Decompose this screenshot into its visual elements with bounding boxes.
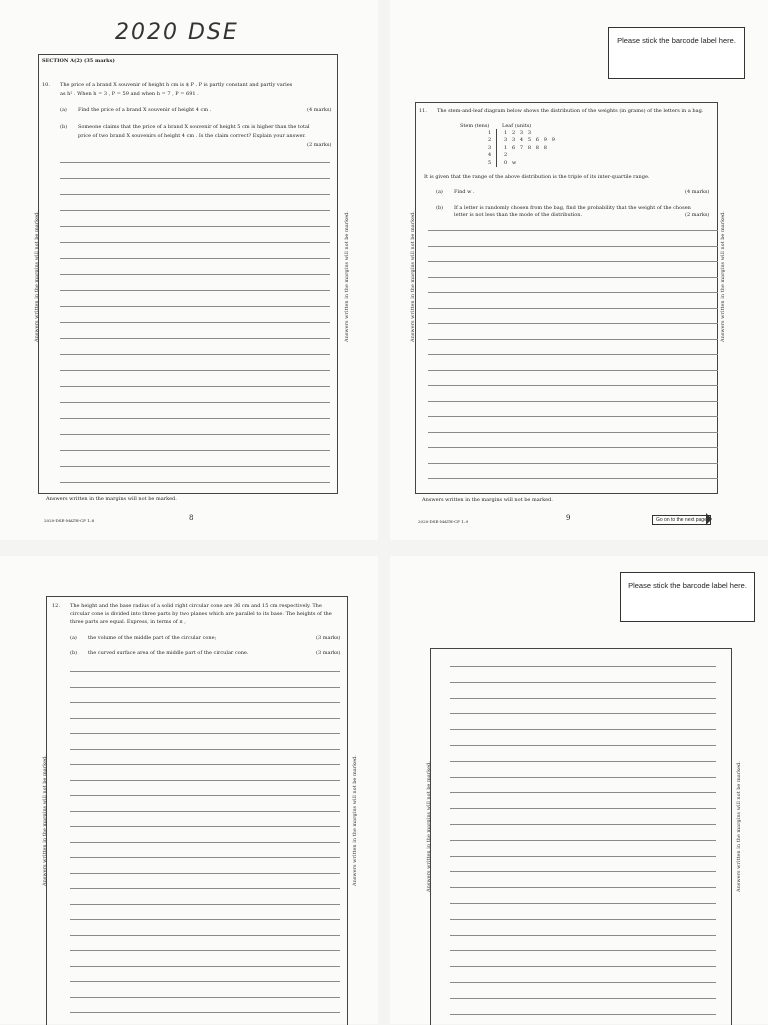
handwritten-title: 2020 DSE [115, 20, 239, 45]
answer-line[interactable] [70, 842, 340, 843]
answer-line[interactable] [60, 370, 330, 371]
answer-line[interactable] [70, 795, 340, 796]
question-text-line-1: The height and the base radius of a solid right circular cone are 36 cm and 15 cm respectively. The [70, 603, 322, 609]
part-b-marks: (2 marks) [307, 142, 332, 148]
leaf-values: 2 [504, 152, 508, 159]
answer-line[interactable] [70, 857, 340, 858]
answer-line[interactable] [70, 826, 340, 827]
barcode-label-box: Please stick the barcode label here. [608, 27, 745, 79]
part-a-marks: (3 marks) [316, 635, 341, 641]
footer-code: 2020-DSE-MATH-CP 1–9 [418, 519, 469, 524]
answer-line[interactable] [60, 242, 330, 243]
part-a-text: the volume of the middle part of the circular cone; [88, 635, 217, 641]
answer-line[interactable] [70, 718, 340, 719]
question-number: 12. [52, 603, 60, 609]
margin-note-bottom: Answers written in the margins will not be marked. [422, 497, 553, 503]
answer-line[interactable] [70, 671, 340, 672]
leaf-header: Leaf (units) [502, 123, 532, 129]
answer-line[interactable] [70, 780, 340, 781]
stem-value: 1 [488, 130, 492, 136]
margin-note-left: Answers written in the margins will not be marked. [42, 755, 48, 886]
page-number: 8 [189, 514, 194, 522]
part-b-label: (b) [436, 205, 444, 211]
leaf-values: 3 3 4 5 6 9 9 [504, 137, 555, 144]
stem-value: 2 [488, 137, 492, 144]
answer-line[interactable] [60, 226, 330, 227]
question-number: 10. [42, 82, 50, 88]
answer-line[interactable] [450, 777, 716, 778]
answer-line[interactable] [450, 887, 716, 888]
margin-note-right: Answers written in the margins will not be marked. [352, 755, 358, 886]
answer-line[interactable] [450, 982, 716, 983]
page-11 [390, 556, 768, 1024]
leaf-values: 1 2 3 3 [504, 130, 532, 136]
answer-line[interactable] [70, 981, 340, 982]
answer-line[interactable] [428, 246, 718, 247]
answer-frame [415, 102, 718, 494]
part-a-label: (a) [436, 189, 443, 195]
section-heading: SECTION A(2) (35 marks) [42, 58, 115, 64]
footer-code: 2020-DSE-MATH-CP 1–8 [44, 518, 95, 523]
part-b-marks: (2 marks) [685, 212, 710, 218]
page-8 [0, 0, 378, 540]
answer-line[interactable] [450, 871, 716, 872]
question-text-line-1: The price of a brand X souvenir of height h cm is $ P . P is partly constant and partly varies [60, 82, 293, 88]
answer-line[interactable] [60, 386, 330, 387]
margin-note-left: Answers written in the margins will not be marked. [34, 211, 40, 342]
question-number: 11. [419, 108, 427, 114]
answer-line[interactable] [428, 463, 718, 464]
answer-line[interactable] [70, 764, 340, 765]
stem-value: 5 [488, 159, 492, 166]
answer-line[interactable] [70, 935, 340, 936]
answer-line[interactable] [428, 370, 718, 371]
part-b-text: the curved surface area of the middle part of the circular cone. [88, 650, 249, 656]
answer-line[interactable] [70, 873, 340, 874]
answer-line[interactable] [60, 274, 330, 275]
part-a-label: (a) [60, 107, 67, 113]
page-10 [0, 556, 378, 1024]
margin-note-bottom: Answers written in the margins will not be marked. [46, 496, 177, 502]
answer-line[interactable] [428, 261, 718, 262]
answer-line[interactable] [450, 713, 716, 714]
part-b-text-line-2: price of two brand X souvenirs of height 4 cm . Is the claim correct? Explain your answer. [78, 133, 306, 139]
part-a-marks: (4 marks) [685, 189, 710, 195]
answer-line[interactable] [60, 258, 330, 259]
answer-line[interactable] [428, 277, 718, 278]
question-text-line-2: as h² . When h = 3 , P = 59 and when h = 7 , P = 691 . [60, 91, 199, 97]
answer-line[interactable] [428, 478, 718, 479]
answer-line[interactable] [70, 966, 340, 967]
answer-line[interactable] [70, 950, 340, 951]
answer-line[interactable] [60, 162, 330, 163]
answer-line[interactable] [70, 919, 340, 920]
answer-line[interactable] [70, 749, 340, 750]
question-text-line-2: circular cone is divided into three parts by two planes which are parallel to its base. The heights of the [70, 611, 332, 617]
margin-note-left: Answers written in the margins will not be marked. [410, 211, 416, 342]
answer-line[interactable] [60, 306, 330, 307]
answer-line[interactable] [450, 761, 716, 762]
part-b-label: (b) [70, 650, 78, 656]
answer-line[interactable] [450, 682, 716, 683]
answer-line[interactable] [428, 354, 718, 355]
arrow-right-icon [706, 513, 712, 525]
answer-line[interactable] [70, 1012, 340, 1013]
answer-line[interactable] [450, 998, 716, 999]
answer-line[interactable] [428, 339, 718, 340]
answer-line[interactable] [450, 745, 716, 746]
barcode-label-box: Please stick the barcode label here. [620, 572, 755, 622]
question-text-line-3: three parts are equal. Express, in terms of π , [70, 619, 186, 625]
answer-line[interactable] [428, 447, 718, 448]
answer-line[interactable] [428, 292, 718, 293]
part-a-label: (a) [70, 635, 77, 641]
answer-line[interactable] [60, 210, 330, 211]
answer-line[interactable] [70, 811, 340, 812]
stem-header: Stem (tens) [460, 123, 490, 129]
answer-line[interactable] [450, 966, 716, 967]
answer-line[interactable] [60, 354, 330, 355]
answer-line[interactable] [60, 178, 330, 179]
answer-line[interactable] [428, 416, 718, 417]
answer-line[interactable] [450, 1014, 716, 1015]
answer-line[interactable] [428, 323, 718, 324]
part-b-text-line-2: letter is not less than the mode of the distribution. [454, 212, 583, 218]
question-text: The stem-and-leaf diagram below shows the distribution of the weights (in grams) of the letters in a bag. [437, 108, 704, 114]
answer-frame [430, 648, 732, 1025]
stem-value: 3 [488, 144, 492, 151]
answer-line[interactable] [70, 904, 340, 905]
answer-line[interactable] [450, 666, 716, 667]
answer-line[interactable] [450, 824, 716, 825]
leaf-values: 1 6 7 8 8 8 [504, 144, 547, 151]
answer-line[interactable] [60, 290, 330, 291]
answer-line[interactable] [70, 702, 340, 703]
margin-note-right: Answers written in the margins will not be marked. [720, 211, 726, 342]
part-a-text: Find w . [454, 189, 475, 195]
margin-note-right: Answers written in the margins will not be marked. [736, 761, 742, 892]
answer-line[interactable] [428, 401, 718, 402]
part-b-text-line-1: If a letter is randomly chosen from the bag, find the probability that the weight of the chosen [454, 205, 691, 211]
answer-line[interactable] [428, 308, 718, 309]
answer-line[interactable] [60, 322, 330, 323]
answer-line[interactable] [450, 792, 716, 793]
margin-note-right: Answers written in the margins will not be marked. [344, 211, 350, 342]
given-condition: It is given that the range of the above distribution is the triple of its inter-quartile range. [424, 174, 650, 180]
answer-line[interactable] [60, 418, 330, 419]
part-b-text-line-1: Someone claims that the price of a brand X souvenir of height 5 cm is higher than the total [78, 124, 310, 130]
answer-line[interactable] [428, 230, 718, 231]
part-a-marks: (4 marks) [307, 107, 332, 113]
answer-line[interactable] [60, 466, 330, 467]
stem-leaf-divider [496, 129, 497, 167]
answer-line[interactable] [60, 194, 330, 195]
answer-line[interactable] [70, 687, 340, 688]
margin-note-left: Answers written in the margins will not be marked. [426, 761, 432, 892]
answer-line[interactable] [60, 338, 330, 339]
answer-line[interactable] [60, 450, 330, 451]
answer-line[interactable] [60, 482, 330, 483]
answer-line[interactable] [450, 856, 716, 857]
answer-line[interactable] [70, 997, 340, 998]
part-b-marks: (3 marks) [316, 650, 341, 656]
part-b-label: (b) [60, 124, 68, 130]
answer-line[interactable] [70, 888, 340, 889]
next-page-button[interactable]: Go on to the next page [652, 515, 711, 525]
answer-line[interactable] [450, 808, 716, 809]
answer-line[interactable] [450, 903, 716, 904]
answer-line[interactable] [450, 698, 716, 699]
part-a-text: Find the price of a brand X souvenir of height 4 cm . [78, 107, 212, 113]
answer-line[interactable] [70, 733, 340, 734]
page-number: 9 [566, 514, 571, 522]
leaf-values: 0 w [504, 159, 517, 166]
answer-line[interactable] [60, 402, 330, 403]
answer-line[interactable] [60, 434, 330, 435]
answer-line[interactable] [450, 950, 716, 951]
answer-line[interactable] [450, 729, 716, 730]
page-9 [390, 0, 768, 540]
answer-line[interactable] [428, 385, 718, 386]
stem-value: 4 [488, 152, 492, 159]
answer-line[interactable] [428, 432, 718, 433]
answer-line[interactable] [450, 840, 716, 841]
answer-line[interactable] [450, 919, 716, 920]
answer-line[interactable] [450, 935, 716, 936]
